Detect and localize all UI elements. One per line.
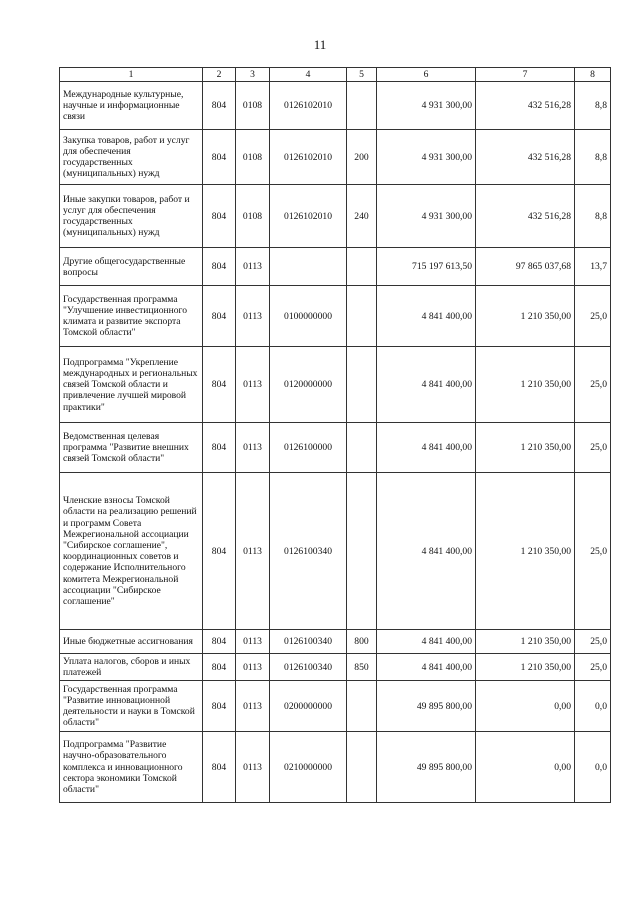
executed-amount-cell: 0,00 bbox=[476, 732, 575, 803]
section-code-cell: 0113 bbox=[236, 732, 270, 803]
executed-amount-cell: 1 210 350,00 bbox=[476, 630, 575, 654]
table-row bbox=[60, 732, 611, 803]
executed-amount-cell: 1 210 350,00 bbox=[476, 654, 575, 681]
plan-amount-cell: 4 841 400,00 bbox=[377, 630, 476, 654]
expense-type-cell: 850 bbox=[347, 654, 377, 681]
section-code-cell: 0108 bbox=[236, 82, 270, 130]
expense-type-cell: 200 bbox=[347, 130, 377, 185]
table-row bbox=[60, 681, 611, 732]
expense-type-cell bbox=[347, 423, 377, 473]
section-code-cell: 0113 bbox=[236, 681, 270, 732]
column-header: 8 bbox=[575, 68, 611, 82]
row-name-cell: Закупка товаров, работ и услуг для обеспечения государственных (муниципальных) нужд bbox=[60, 130, 203, 185]
plan-amount-cell: 4 931 300,00 bbox=[377, 130, 476, 185]
table-header-row bbox=[60, 68, 611, 82]
chapter-code-cell: 804 bbox=[203, 286, 236, 347]
chapter-code-cell: 804 bbox=[203, 185, 236, 248]
expense-type-cell bbox=[347, 681, 377, 732]
table-row bbox=[60, 185, 611, 248]
executed-amount-cell: 1 210 350,00 bbox=[476, 423, 575, 473]
plan-amount-cell: 49 895 800,00 bbox=[377, 732, 476, 803]
budget-table bbox=[59, 67, 611, 803]
percent-cell: 8,8 bbox=[575, 185, 611, 248]
row-name-cell: Уплата налогов, сборов и иных платежей bbox=[60, 654, 203, 681]
plan-amount-cell: 4 841 400,00 bbox=[377, 654, 476, 681]
executed-amount-cell: 432 516,28 bbox=[476, 82, 575, 130]
target-article-cell: 0126100340 bbox=[270, 473, 347, 630]
plan-amount-cell: 4 841 400,00 bbox=[377, 347, 476, 423]
percent-cell: 13,7 bbox=[575, 248, 611, 286]
target-article-cell: 0200000000 bbox=[270, 681, 347, 732]
plan-amount-cell: 4 841 400,00 bbox=[377, 473, 476, 630]
chapter-code-cell: 804 bbox=[203, 732, 236, 803]
row-name-cell: Подпрограмма "Укрепление международных и региональных связей Томской области и привлечение лучшей мировой практики" bbox=[60, 347, 203, 423]
expense-type-cell bbox=[347, 248, 377, 286]
percent-cell: 0,0 bbox=[575, 732, 611, 803]
row-name-cell: Государственная программа "Развитие инновационной деятельности и науки в Томской области" bbox=[60, 681, 203, 732]
expense-type-cell bbox=[347, 732, 377, 803]
table-row bbox=[60, 248, 611, 286]
column-header: 7 bbox=[476, 68, 575, 82]
section-code-cell: 0113 bbox=[236, 630, 270, 654]
column-header: 1 bbox=[60, 68, 203, 82]
executed-amount-cell: 432 516,28 bbox=[476, 130, 575, 185]
row-name-cell: Иные бюджетные ассигнования bbox=[60, 630, 203, 654]
expense-type-cell: 800 bbox=[347, 630, 377, 654]
target-article-cell: 0100000000 bbox=[270, 286, 347, 347]
chapter-code-cell: 804 bbox=[203, 473, 236, 630]
chapter-code-cell: 804 bbox=[203, 681, 236, 732]
target-article-cell: 0126102010 bbox=[270, 82, 347, 130]
row-name-cell: Международные культурные, научные и информационные связи bbox=[60, 82, 203, 130]
expense-type-cell bbox=[347, 473, 377, 630]
row-name-cell: Иные закупки товаров, работ и услуг для обеспечения государственных (муниципальных) нужд bbox=[60, 185, 203, 248]
plan-amount-cell: 4 931 300,00 bbox=[377, 82, 476, 130]
executed-amount-cell: 1 210 350,00 bbox=[476, 286, 575, 347]
target-article-cell: 0126100000 bbox=[270, 423, 347, 473]
column-header: 5 bbox=[347, 68, 377, 82]
table-row bbox=[60, 654, 611, 681]
page-number: 11 bbox=[313, 37, 327, 52]
executed-amount-cell: 432 516,28 bbox=[476, 185, 575, 248]
percent-cell: 25,0 bbox=[575, 347, 611, 423]
section-code-cell: 0108 bbox=[236, 130, 270, 185]
executed-amount-cell: 1 210 350,00 bbox=[476, 347, 575, 423]
section-code-cell: 0113 bbox=[236, 347, 270, 423]
chapter-code-cell: 804 bbox=[203, 654, 236, 681]
target-article-cell: 0126100340 bbox=[270, 630, 347, 654]
executed-amount-cell: 1 210 350,00 bbox=[476, 473, 575, 630]
table-row bbox=[60, 82, 611, 130]
expense-type-cell bbox=[347, 286, 377, 347]
percent-cell: 25,0 bbox=[575, 286, 611, 347]
column-header: 6 bbox=[377, 68, 476, 82]
plan-amount-cell: 4 931 300,00 bbox=[377, 185, 476, 248]
table-row bbox=[60, 473, 611, 630]
expense-type-cell bbox=[347, 82, 377, 130]
column-header: 2 bbox=[203, 68, 236, 82]
row-name-cell: Другие общегосударственные вопросы bbox=[60, 248, 203, 286]
percent-cell: 25,0 bbox=[575, 423, 611, 473]
row-name-cell: Ведомственная целевая программа "Развитие внешних связей Томской области" bbox=[60, 423, 203, 473]
section-code-cell: 0113 bbox=[236, 473, 270, 630]
target-article-cell: 0210000000 bbox=[270, 732, 347, 803]
column-header: 4 bbox=[270, 68, 347, 82]
row-name-cell: Подпрограмма "Развитие научно-образовательного комплекса и инновационного сектора экономики Томской области" bbox=[60, 732, 203, 803]
plan-amount-cell: 4 841 400,00 bbox=[377, 423, 476, 473]
table-row bbox=[60, 347, 611, 423]
table-row bbox=[60, 286, 611, 347]
section-code-cell: 0113 bbox=[236, 423, 270, 473]
target-article-cell: 0126102010 bbox=[270, 185, 347, 248]
percent-cell: 25,0 bbox=[575, 473, 611, 630]
target-article-cell: 0120000000 bbox=[270, 347, 347, 423]
plan-amount-cell: 715 197 613,50 bbox=[377, 248, 476, 286]
table-row bbox=[60, 630, 611, 654]
chapter-code-cell: 804 bbox=[203, 347, 236, 423]
section-code-cell: 0113 bbox=[236, 654, 270, 681]
percent-cell: 25,0 bbox=[575, 630, 611, 654]
column-header: 3 bbox=[236, 68, 270, 82]
chapter-code-cell: 804 bbox=[203, 630, 236, 654]
plan-amount-cell: 4 841 400,00 bbox=[377, 286, 476, 347]
chapter-code-cell: 804 bbox=[203, 82, 236, 130]
percent-cell: 0,0 bbox=[575, 681, 611, 732]
plan-amount-cell: 49 895 800,00 bbox=[377, 681, 476, 732]
target-article-cell: 0126100340 bbox=[270, 654, 347, 681]
table-row bbox=[60, 130, 611, 185]
section-code-cell: 0113 bbox=[236, 248, 270, 286]
executed-amount-cell: 0,00 bbox=[476, 681, 575, 732]
percent-cell: 25,0 bbox=[575, 654, 611, 681]
row-name-cell: Членские взносы Томской области на реализацию решений и программ Совета Межрегиональной ассоциации "Сибирское соглашение", координационных советов и содержание Исполнительного комитета Межрегиональной ассоциации "Сибирское соглашение" bbox=[60, 473, 203, 630]
expense-type-cell: 240 bbox=[347, 185, 377, 248]
target-article-cell: 0126102010 bbox=[270, 130, 347, 185]
executed-amount-cell: 97 865 037,68 bbox=[476, 248, 575, 286]
expense-type-cell bbox=[347, 347, 377, 423]
chapter-code-cell: 804 bbox=[203, 423, 236, 473]
chapter-code-cell: 804 bbox=[203, 248, 236, 286]
table-row bbox=[60, 423, 611, 473]
percent-cell: 8,8 bbox=[575, 82, 611, 130]
section-code-cell: 0113 bbox=[236, 286, 270, 347]
chapter-code-cell: 804 bbox=[203, 130, 236, 185]
row-name-cell: Государственная программа "Улучшение инвестиционного климата и развитие экспорта Томской области" bbox=[60, 286, 203, 347]
percent-cell: 8,8 bbox=[575, 130, 611, 185]
target-article-cell bbox=[270, 248, 347, 286]
section-code-cell: 0108 bbox=[236, 185, 270, 248]
